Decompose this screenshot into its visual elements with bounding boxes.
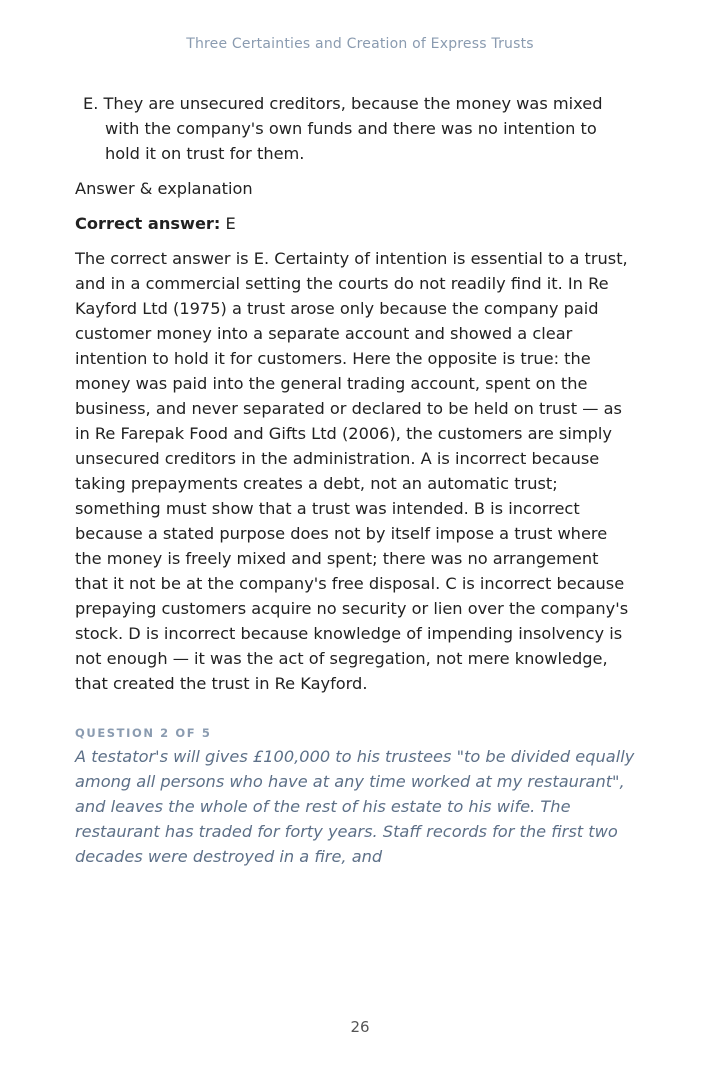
running-head: Three Certainties and Creation of Express Trusts [186,36,534,52]
answer-explanation-heading: Answer & explanation [75,179,253,198]
page-number: 26 [350,1018,370,1036]
correct-answer-line [75,211,635,236]
correct-answer-label: Correct answer: [75,214,221,233]
question-label: QUESTION 2 OF 5 [75,726,212,740]
page-content [75,91,635,885]
correct-answer-value: E [225,214,236,233]
option-text: They are unsecured creditors, because the money was mixed with the company's own funds and there was no intention to hold it on trust for them. [103,94,603,163]
question-stem: A testator's will gives £100,000 to his trustees "to be divided equally among all persons who have at any time worked at my restaurant", and leaves the whole of the rest of his estate to his wife. The restaurant has traded for forty years. Staff records for the first two decades were destroyed in a fire, and [75,747,635,866]
answer-option-e [75,91,635,166]
explanation-text: The correct answer is E. Certainty of intention is essential to a trust, and in a commercial setting the courts do not readily find it. In Re Kayford Ltd (1975) a trust arose only because the company paid customer money into a separate account and showed a clear intention to hold it for customers. Here the opposite is true: the money was paid into the general trading account, spent on the business, and never separated or declared to be held on trust — as in Re Farepak Food and Gifts Ltd (2006), the customers are simply unsecured creditors in the administration. A is incorrect because taking prepayments creates a debt, not an automatic trust; something must show that a trust was intended. B is incorrect because a stated purpose does not by itself impose a trust where the money is freely mixed and spent; there was no arrangement that it not be at the company's free disposal. C is incorrect because prepaying customers acquire no security or lien over the company's stock. D is incorrect because knowledge of impending insolvency is not enough — it was the act of segregation, not mere knowledge, that created the trust in Re Kayford. [75,249,629,693]
option-letter: E. [83,94,99,113]
